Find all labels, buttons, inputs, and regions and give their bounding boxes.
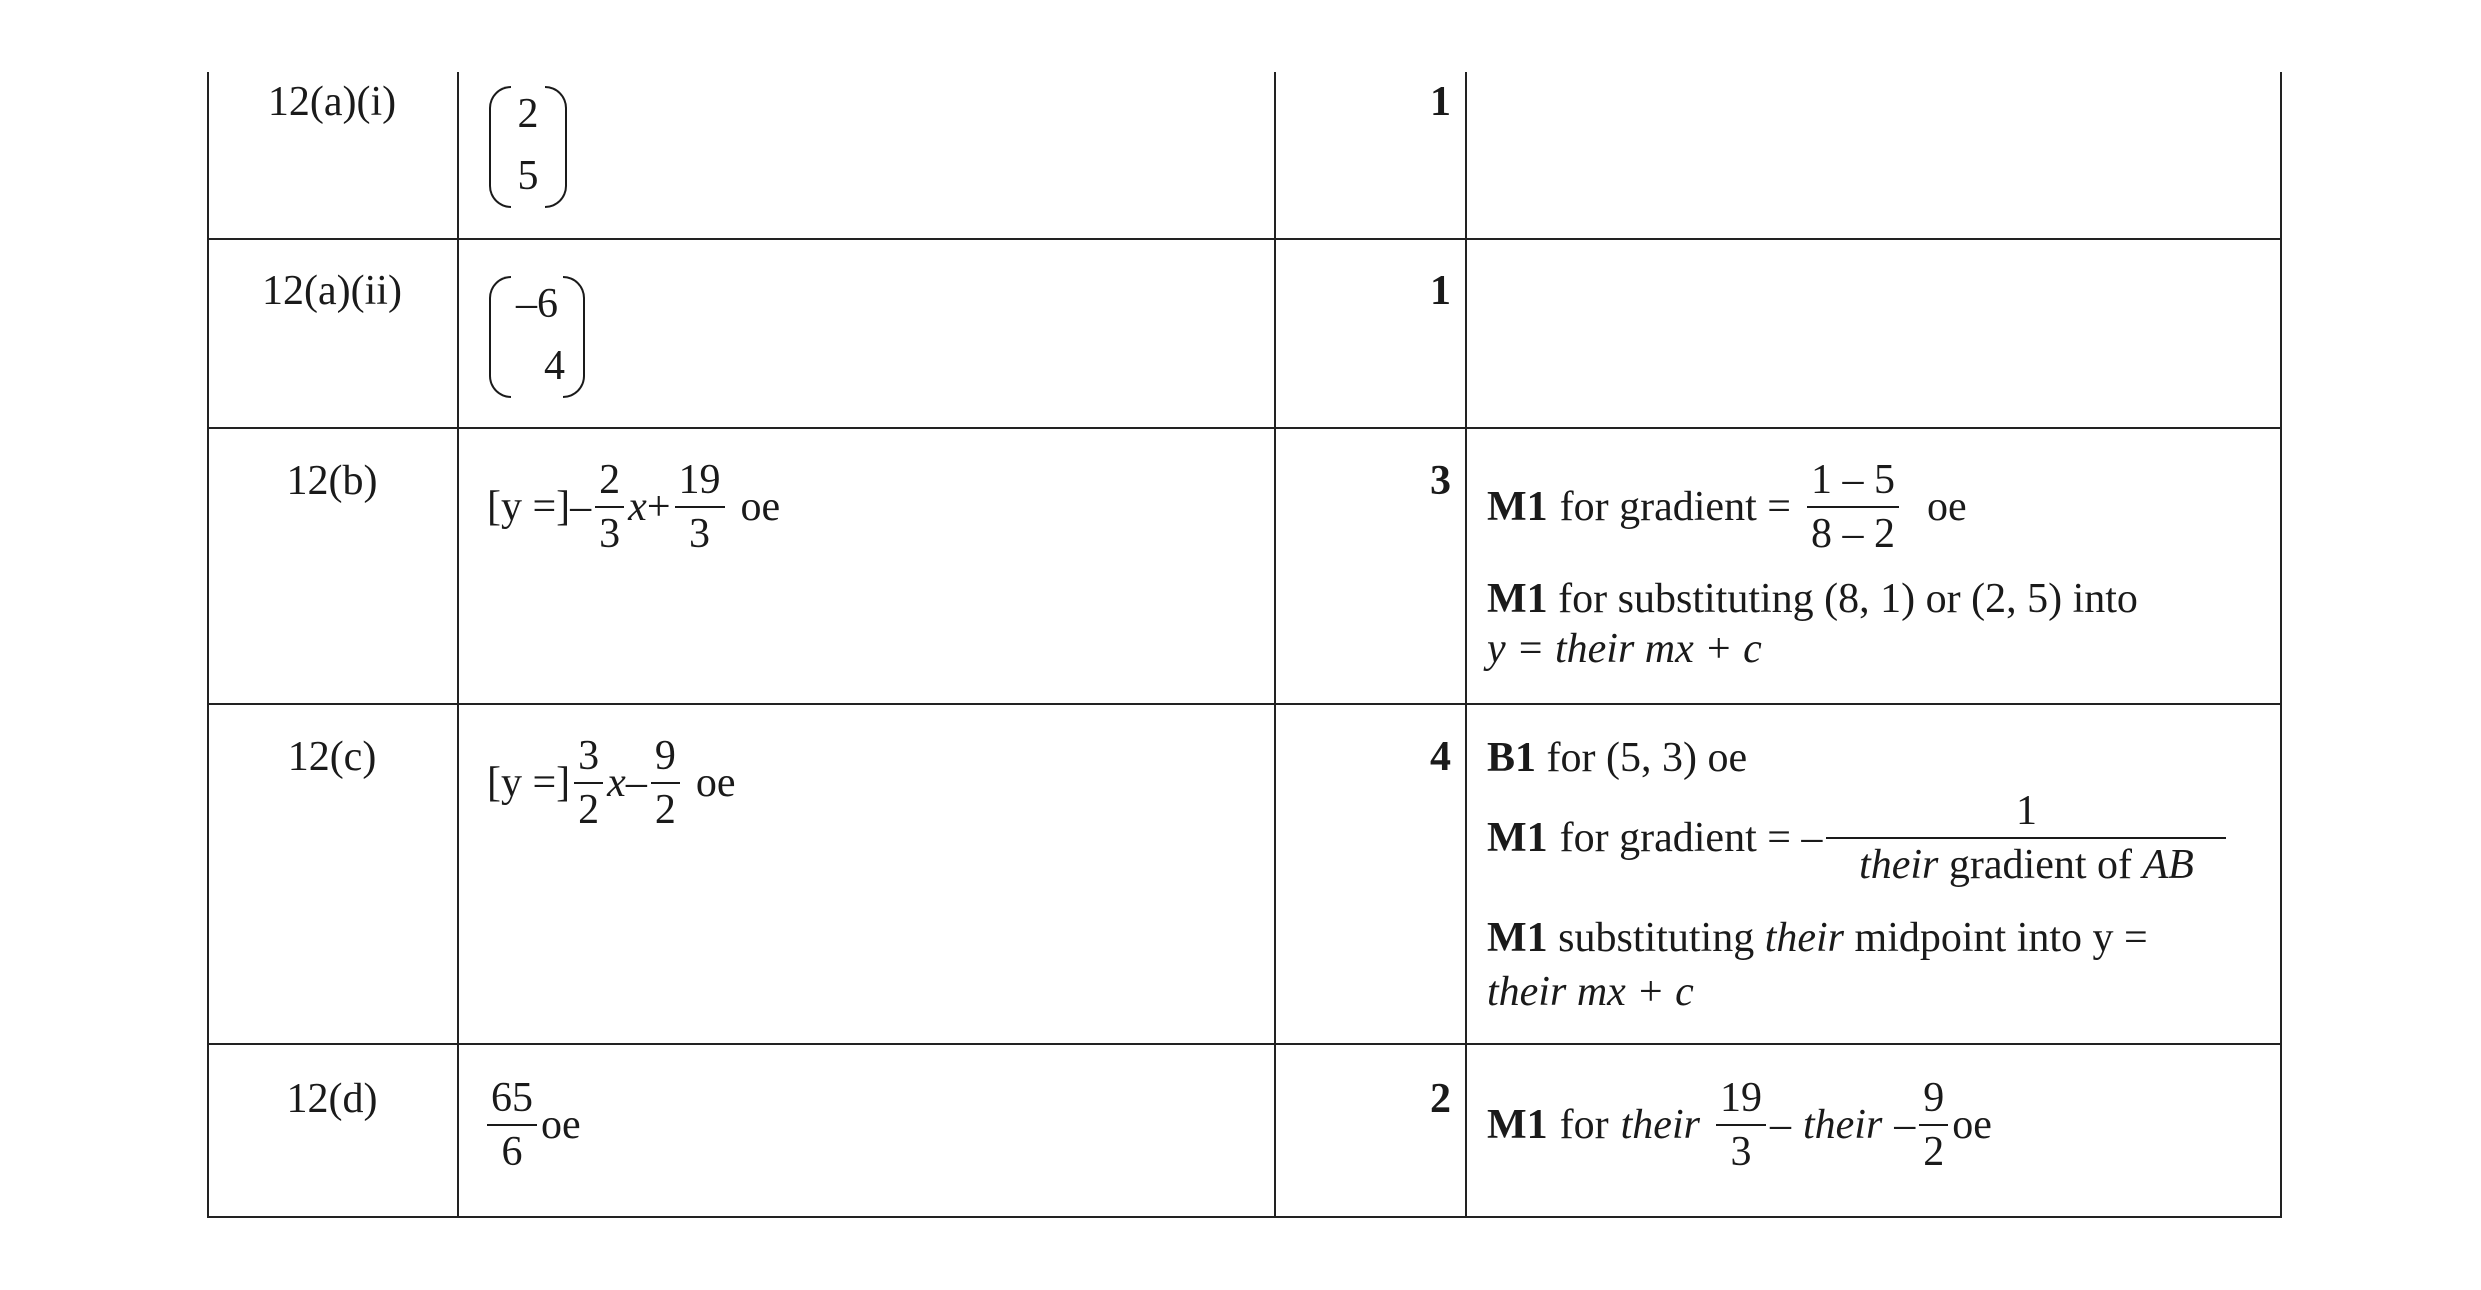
grid-line <box>207 1043 2282 1045</box>
grid-line <box>207 703 2282 705</box>
fraction <box>675 454 725 560</box>
mark-code: M1 <box>1487 484 1548 530</box>
mark-code: M1 <box>1487 815 1548 861</box>
question-number: 12(a)(ii) <box>262 268 402 314</box>
numerator: 65 <box>487 1072 537 1126</box>
guidance-text: for gradient = <box>1559 484 1791 530</box>
column-vector-answer <box>487 82 569 210</box>
denominator: 3 <box>599 511 621 557</box>
marks-value: 3 <box>1430 458 1451 504</box>
grid-line <box>457 72 459 1218</box>
vector-bottom: 4 <box>544 343 565 389</box>
minus-sign: – <box>625 760 647 806</box>
fraction <box>1826 785 2226 891</box>
mark-code: M1 <box>1487 576 1548 622</box>
answer-suffix: oe <box>541 1102 581 1148</box>
grid-line <box>207 427 2282 429</box>
guidance <box>1487 1072 2267 1202</box>
column-vector-answer <box>487 272 587 400</box>
numerator: 9 <box>651 730 680 784</box>
answer-suffix: oe <box>740 484 781 530</box>
denominator: 3 <box>689 511 711 557</box>
numerator: 1 – 5 <box>1807 454 1899 508</box>
fraction <box>1919 1072 1948 1178</box>
fraction <box>651 730 680 836</box>
denominator: their gradient of AB <box>1859 842 2194 888</box>
answer-fraction <box>483 1072 581 1178</box>
answer-equation <box>487 730 735 836</box>
denominator: 2 <box>1923 1129 1945 1175</box>
guidance-text: for substituting (8, 1) or (2, 5) into <box>1558 576 2138 622</box>
answer-prefix: [y =] <box>487 760 571 806</box>
mark-code: M1 <box>1487 1102 1548 1148</box>
question-number: 12(a)(i) <box>267 79 397 125</box>
marks-value: 2 <box>1430 1076 1451 1122</box>
marks-value: 1 <box>1430 268 1451 314</box>
denominator: 3 <box>1730 1129 1752 1175</box>
guidance <box>1487 733 2267 1033</box>
guidance-line: M1 substituting their midpoint into y = <box>1487 915 2148 961</box>
guidance-line <box>1487 574 2138 624</box>
answer-suffix: oe <box>695 760 736 806</box>
numerator: 1 <box>1826 785 2226 839</box>
question-number: 12(c) <box>287 734 377 780</box>
guidance-line <box>1487 785 2230 891</box>
denominator: 2 <box>578 787 600 833</box>
mark-code: B1 <box>1487 735 1537 781</box>
guidance-text: for (5, 3) oe <box>1546 735 1748 781</box>
answer-equation <box>487 454 780 560</box>
mark-code: M1 <box>1487 915 1548 961</box>
guidance-line <box>1487 733 1747 783</box>
numerator: 9 <box>1919 1072 1948 1126</box>
vector-top: –6 <box>516 281 558 327</box>
grid-line <box>1465 72 1467 1218</box>
fraction <box>574 730 603 836</box>
marks-value: 4 <box>1430 734 1451 780</box>
fraction <box>1807 454 1899 560</box>
question-number: 12(b) <box>286 458 378 504</box>
vector-bottom: 5 <box>517 153 539 199</box>
grid-line <box>1274 72 1276 1218</box>
guidance-line <box>1487 454 1967 560</box>
guidance-text: for gradient = – <box>1559 815 1823 861</box>
guidance-suffix: oe <box>1926 484 1967 530</box>
vector-top: 2 <box>517 91 539 137</box>
question-number: 12(d) <box>286 1076 378 1122</box>
grid-line <box>207 1216 2282 1218</box>
numerator: 3 <box>574 730 603 784</box>
grid-line <box>2280 72 2282 1218</box>
denominator: 2 <box>654 787 676 833</box>
numerator: 19 <box>1716 1072 1766 1126</box>
plus-sign: + <box>646 484 671 530</box>
answer-prefix: [y =] <box>487 484 571 530</box>
fraction <box>1716 1072 1766 1178</box>
numerator: 19 <box>675 454 725 508</box>
fraction <box>595 454 624 560</box>
guidance-line: y = their mx + c <box>1487 626 1762 672</box>
numerator: 2 <box>595 454 624 508</box>
variable-x: x <box>628 484 647 530</box>
minus-sign: – <box>570 484 592 530</box>
marks-value: 1 <box>1430 79 1451 125</box>
denominator: 8 – 2 <box>1810 511 1895 557</box>
fraction <box>487 1072 537 1178</box>
grid-line <box>207 72 209 1218</box>
mark-scheme-table <box>207 72 2282 1218</box>
denominator: 6 <box>501 1129 523 1175</box>
guidance <box>1487 454 2267 694</box>
guidance-line: M1 for their $\frac{19}{3}$ – their – $\frac{9}{2}$ oe <box>1487 1072 1992 1178</box>
grid-line <box>207 238 2282 240</box>
guidance-line: their mx + c <box>1487 969 1694 1015</box>
variable-x: x <box>607 760 626 806</box>
